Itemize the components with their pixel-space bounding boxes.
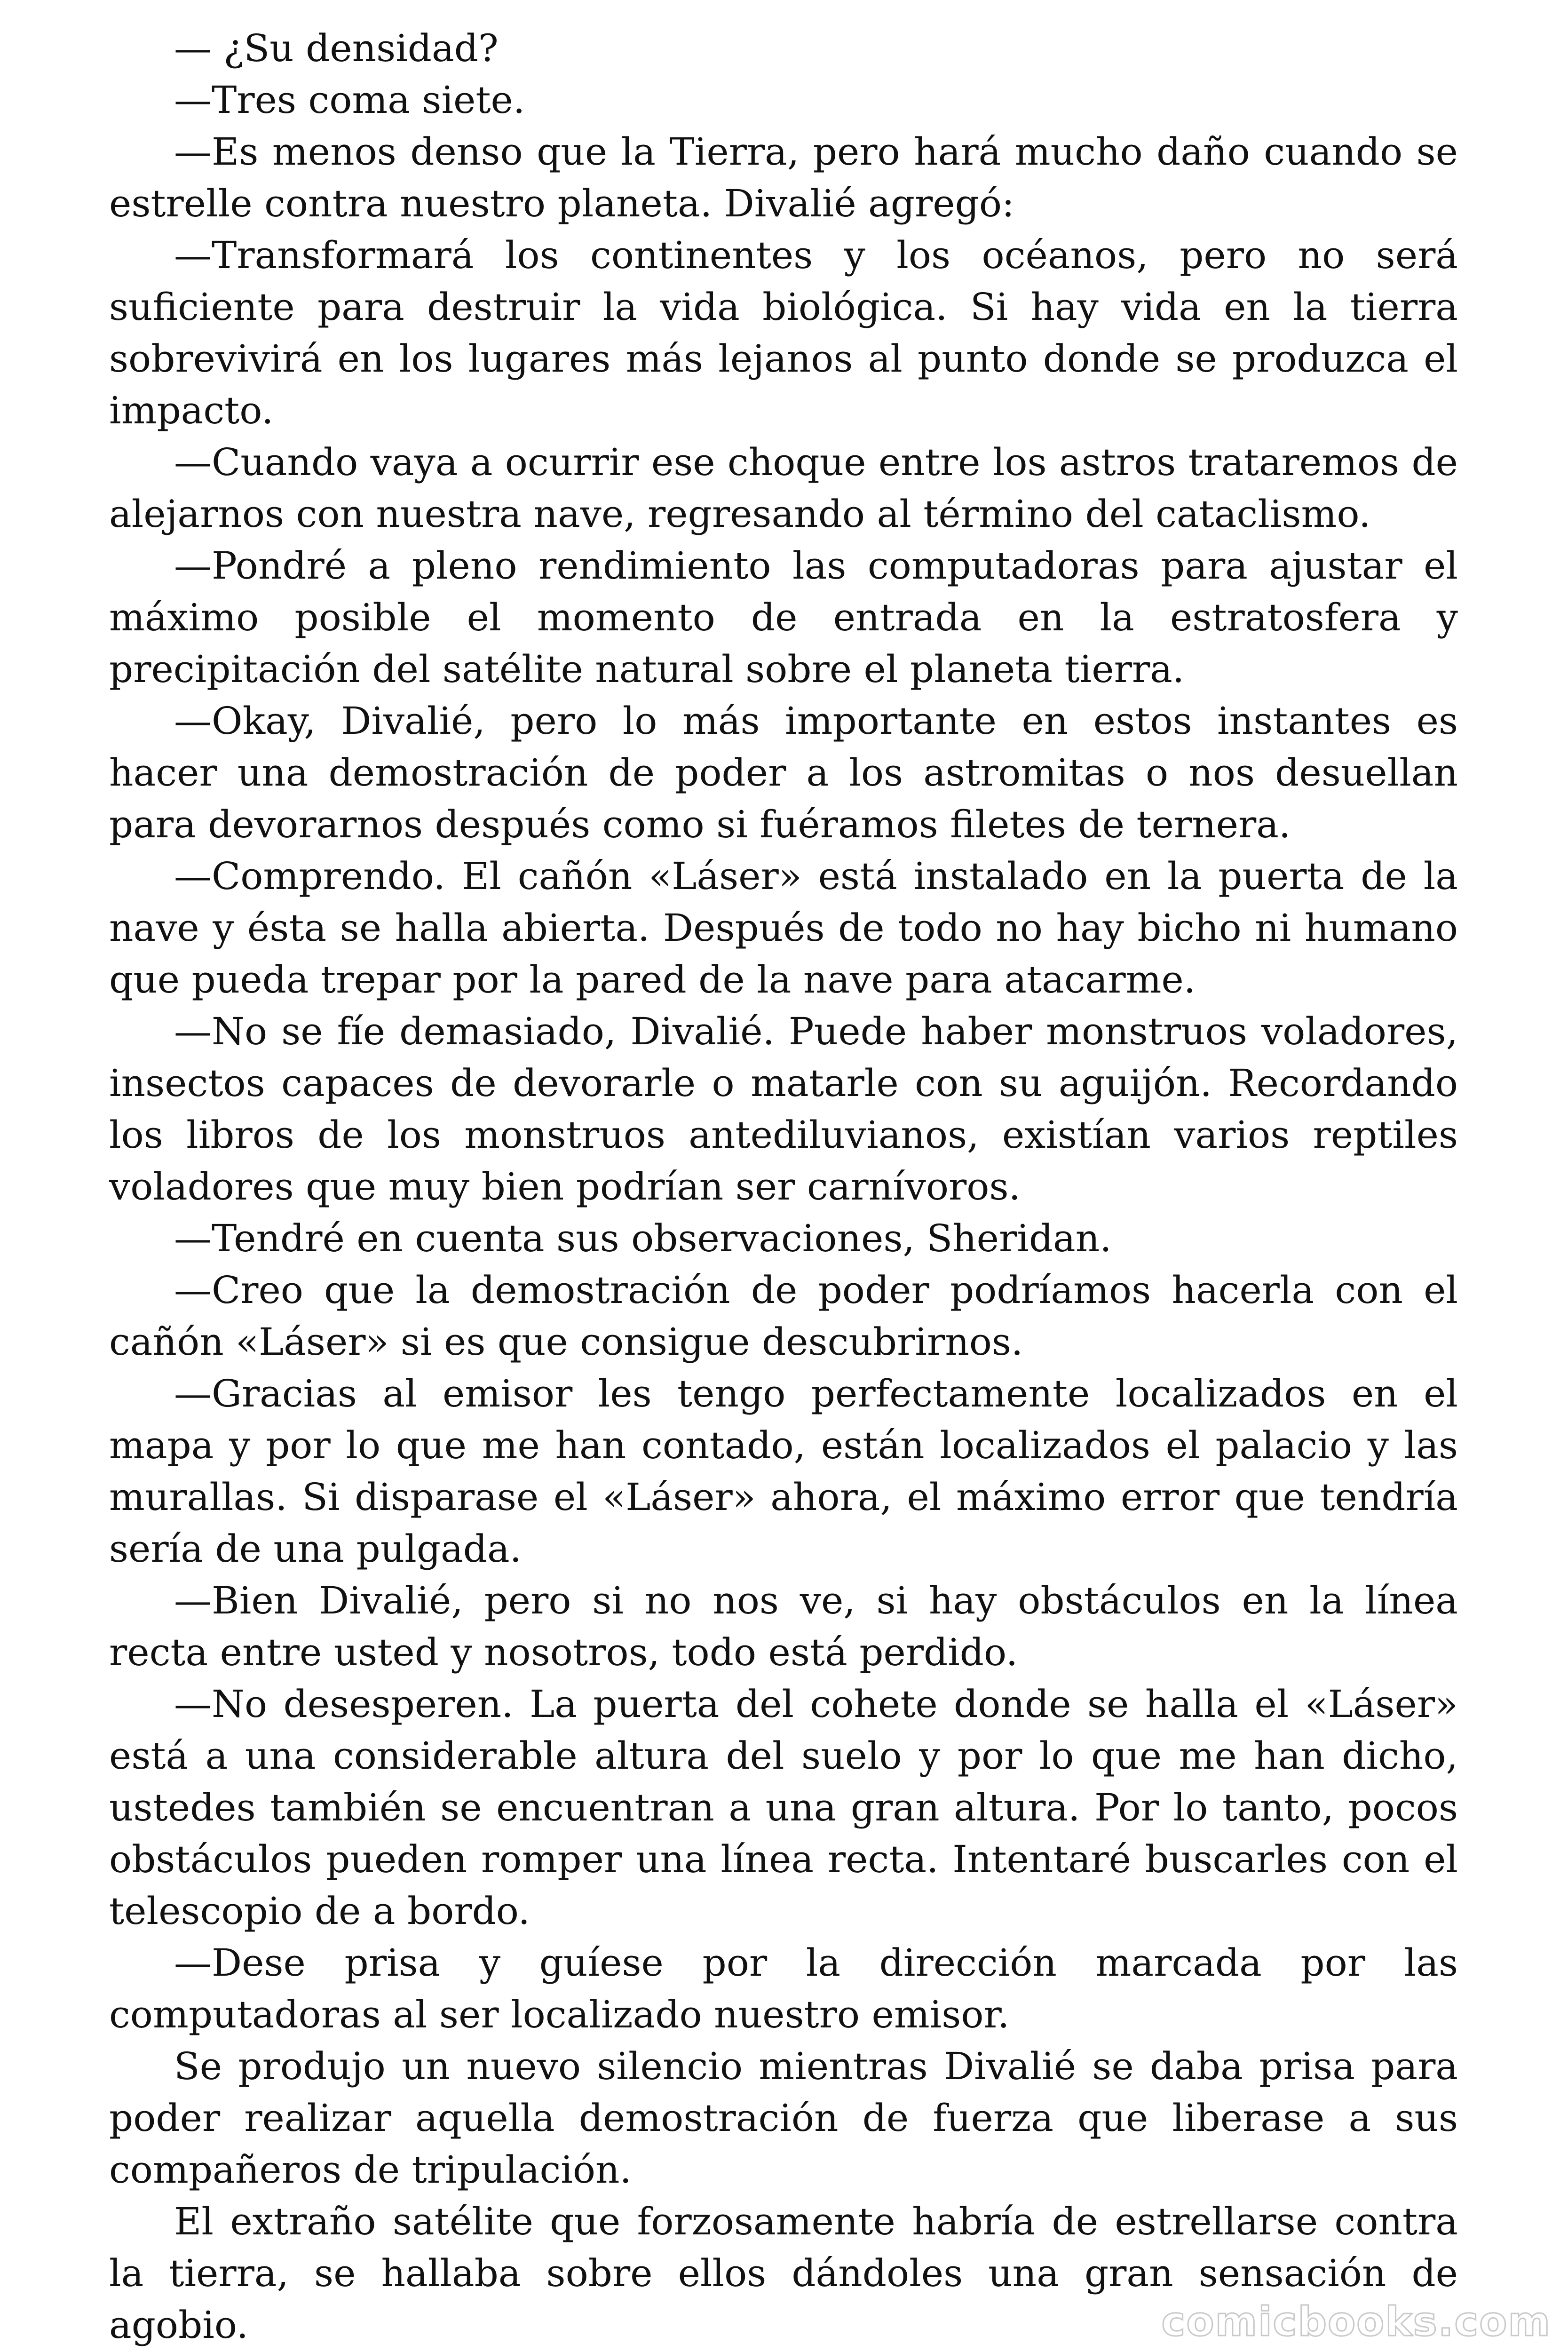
paragraph: —Transformará los continentes y los océanos, pero no será suficiente para destruir la vida biológica. Si hay vida en la tierra sobrevivirá en los lugares más lejanos al punto donde se produzca el impacto. (109, 233, 1458, 432)
paragraph: El extraño satélite que forzosamente habría de estrellarse contra la tierra, se hallaba sobre ellos dándoles una gran sensación de agobio. (109, 2200, 1458, 2347)
paragraph: —Tres coma siete. (174, 78, 525, 122)
paragraph: —Tendré en cuenta sus observaciones, Sheridan. (174, 1216, 1112, 1260)
paragraph: —Creo que la demostración de poder podríamos hacerla con el cañón «Láser» si es que consigue descubrirnos. (109, 1268, 1458, 1364)
paragraph: Se produjo un nuevo silencio mientras Divalié se daba prisa para poder realizar aquella demostración de fuerza que liberase a sus compañeros de tripulación. (109, 2044, 1458, 2192)
paragraph: —Es menos denso que la Tierra, pero hará mucho daño cuando se estrelle contra nuestro planeta. Divalié agregó: (109, 130, 1458, 225)
paragraph: —Okay, Divalié, pero lo más importante en estos instantes es hacer una demostración de poder a los astromitas o nos desuellan para devorarnos después como si fuéramos filetes de ternera. (109, 699, 1458, 846)
paragraph: —Bien Divalié, pero si no nos ve, si hay obstáculos en la línea recta entre usted y nosotros, todo está perdido. (109, 1579, 1458, 1674)
paragraph: —Gracias al emisor les tengo perfectamente localizados en el mapa y por lo que me han contado, están localizados el palacio y las murallas. Si disparase el «Láser» ahora, el máximo error que tendría sería de una pulgada. (109, 1372, 1458, 1571)
paragraph: —Dese prisa y guíese por la dirección marcada por las computadoras al ser localizado nuestro emisor. (109, 1941, 1458, 2036)
paragraph: —Pondré a pleno rendimiento las computadoras para ajustar el máximo posible el momento de entrada en la estratosfera y precipitación del satélite natural sobre el planeta tierra. (109, 544, 1458, 691)
watermark: comicbooks.com (1161, 2298, 1551, 2345)
paragraph: — ¿Su densidad? (174, 26, 499, 70)
paragraph: —Comprendo. El cañón «Láser» está instalado en la puerta de la nave y ésta se halla abierta. Después de todo no hay bicho ni humano que pueda trepar por la pared de la nave para atacarme. (109, 854, 1458, 1001)
paragraph: —Cuando vaya a ocurrir ese choque entre los astros trataremos de alejarnos con nuestra nave, regresando al término del cataclismo. (109, 440, 1458, 536)
paragraph: —No desesperen. La puerta del cohete donde se halla el «Láser» está a una considerable altura del suelo y por lo que me han dicho, ustedes también se encuentran a una gran altura. Por lo tanto, pocos obstáculos pueden romper una línea recta. Intentaré buscarles con el telescopio de a bordo. (109, 1682, 1458, 1933)
paragraph: —No se fíe demasiado, Divalié. Puede haber monstruos voladores, insectos capaces de devorarle o matarle con su aguijón. Recordando los libros de los monstruos antediluvianos, existían varios reptiles voladores que muy bien podrían ser carnívoros. (109, 1009, 1458, 1208)
page-text (109, 23, 1458, 2351)
